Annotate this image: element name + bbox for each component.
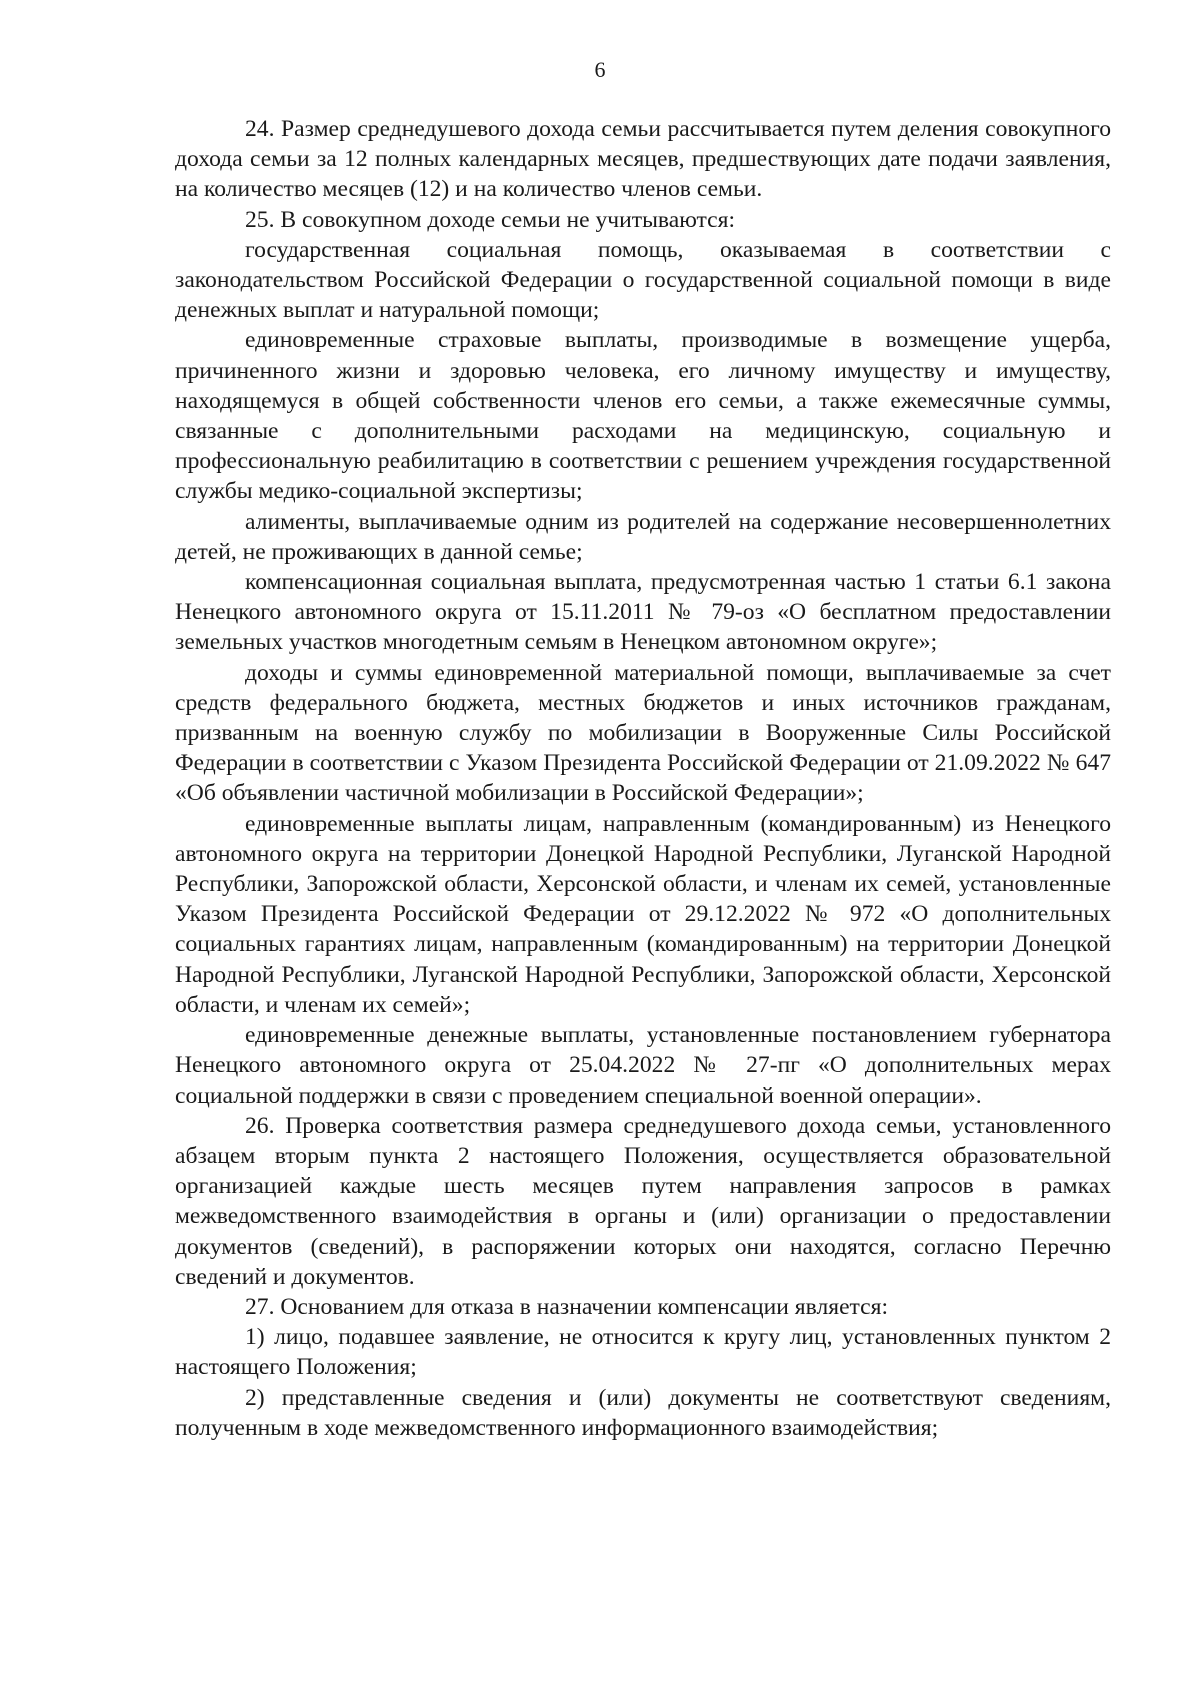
document-body <box>175 114 1111 1443</box>
paragraph-27-item-1: 1) лицо, подавшее заявление, не относится к кругу лиц, установленных пунктом 2 настоящего Положения; <box>175 1324 1111 1381</box>
paragraph-25: 25. В совокупном доходе семьи не учитываются: <box>245 206 736 233</box>
paragraph-25-compensation: компенсационная социальная выплата, предусмотренная частью 1 статьи 6.1 закона Ненецкого автономного округа от 15.11.2011 № 79-оз «О бесплатном предоставлении земельных участков многодетным семьям в Ненецком автономном округе»; <box>175 569 1111 656</box>
paragraph-25-insurance: единовременные страховые выплаты, производимые в возмещение ущерба, причиненного жизни и здоровью человека, его личному имуществу и имуществу, находящемуся в общей собственности членов его семьи, а также ежемесячные суммы, связанные с дополнительными расходами на медицинскую, социальную и профессиональную реабилитацию в соответствии с решением учреждения государственной службы медико-социальной экспертизы; <box>175 327 1111 505</box>
paragraph-25-seconded: единовременные выплаты лицам, направленным (командированным) из Ненецкого автономного округа на территории Донецкой Народной Республики, Луганской Народной Республики, Запорожской области, Херсонской области, и членам их семей, установленные Указом Президента Российской Федерации от 29.12.2022 № 972 «О дополнительных социальных гарантиях лицам, направленным (командированным) на территории Донецкой Народной Республики, Луганской Народной Республики, Запорожской области, Херсонской области, и членам их семей»; <box>175 810 1111 1018</box>
paragraph-25-alimony: алименты, выплачиваемые одним из родителей на содержание несовершеннолетних детей, не проживающих в данной семье; <box>175 508 1111 565</box>
paragraph-27-item-2: 2) представленные сведения и (или) документы не соответствуют сведениям, полученным в ходе межведомственного информационного взаимодействия; <box>175 1384 1111 1441</box>
paragraph-27: 27. Основанием для отказа в назначении компенсации является: <box>245 1293 889 1320</box>
paragraph-25-mobilization: доходы и суммы единовременной материальной помощи, выплачиваемые за счет средств федерального бюджета, местных бюджетов и иных источников гражданам, призванным на военную службу по мобилизации в Вооруженные Силы Российской Федерации в соответствии с Указом Президента Российской Федерации от 21.09.2022 № 647 «Об объявлении частичной мобилизации в Российской Федерации»; <box>175 659 1111 807</box>
paragraph-24: 24. Размер среднедушевого дохода семьи рассчитывается путем деления совокупного дохода семьи за 12 полных календарных месяцев, предшествующих дате подачи заявления, на количество месяцев (12) и на количество членов семьи. <box>175 116 1111 203</box>
paragraph-25-governor: единовременные денежные выплаты, установленные постановлением губернатора Ненецкого автономного округа от 25.04.2022 № 27-пг «О дополнительных мерах социальной поддержки в связи с проведением специальной военной операции». <box>175 1022 1111 1109</box>
paragraph-25-state-aid: государственная социальная помощь, оказываемая в соответствии с законодательством Российской Федерации о государственной социальной помощи в виде денежных выплат и натуральной помощи; <box>175 236 1111 324</box>
page-number: 6 <box>594 57 606 82</box>
paragraph-26: 26. Проверка соответствия размера среднедушевого дохода семьи, установленного абзацем вторым пункта 2 настоящего Положения, осуществляется образовательной организацией каждые шесть месяцев путем направления запросов в рамках межведомственного взаимодействия в органы и (или) организации о предоставлении документов (сведений), в распоряжении которых они находятся, согласно Перечню сведений и документов. <box>175 1112 1111 1290</box>
